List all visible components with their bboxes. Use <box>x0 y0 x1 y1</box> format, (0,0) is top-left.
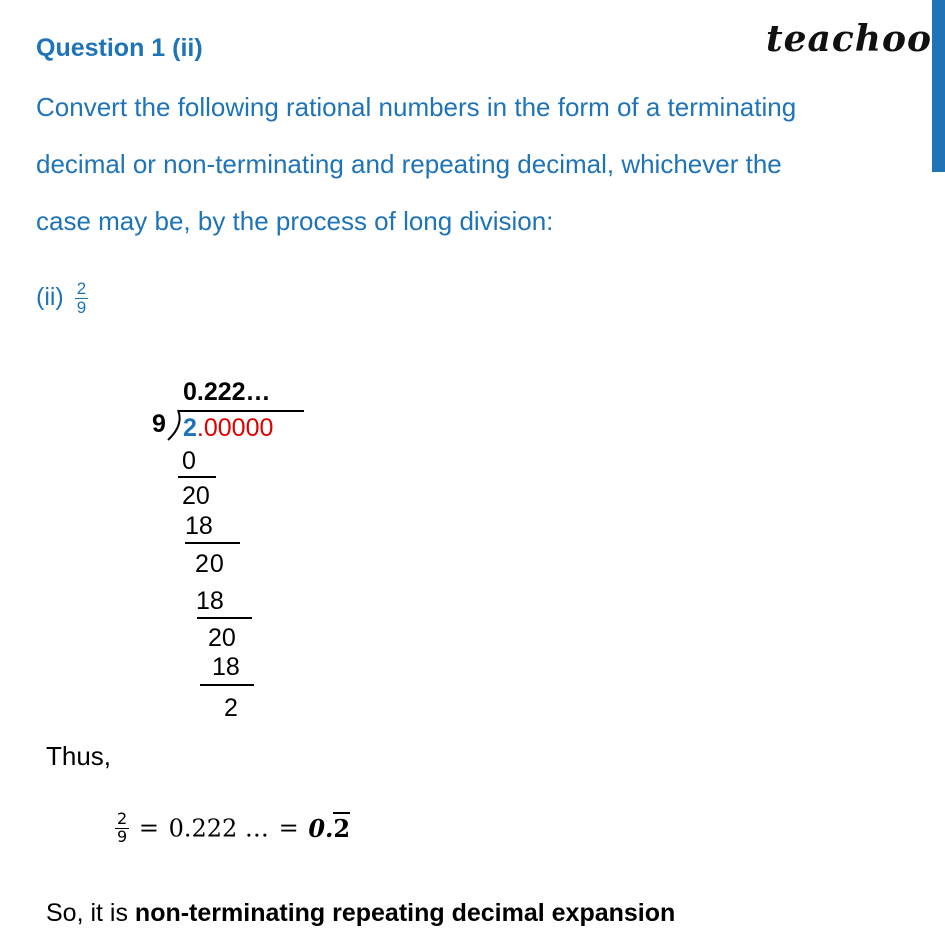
question-line-2: decimal or non-terminating and repeating decimal, whichever the <box>36 149 782 179</box>
conclusion-bold: non-terminating repeating decimal expansion <box>134 899 676 927</box>
question-title: Question 1 (ii) <box>36 34 203 62</box>
thus-label: Thus, <box>46 741 112 771</box>
equals-sign-2: = <box>278 814 299 843</box>
step-line-3 <box>197 617 252 619</box>
fraction-denominator: 9 <box>76 297 87 317</box>
divisor: 9 <box>152 410 166 438</box>
part-label: (ii) <box>36 282 64 311</box>
step-2: 18 <box>185 512 213 540</box>
equation-numerator: 2 <box>117 809 128 828</box>
question-line-1: Convert the following rational numbers in the form of a terminating <box>36 92 797 122</box>
question-part <box>36 280 88 317</box>
step-7: 2 <box>224 694 238 722</box>
equals-sign-1: = <box>138 814 159 843</box>
quotient: 0.222… <box>183 378 271 406</box>
equation-fraction <box>115 811 129 846</box>
step-line-2 <box>185 542 240 544</box>
step-3: 20 <box>195 550 225 578</box>
result-repeating-digit: 2 <box>333 813 351 843</box>
accent-bar <box>932 0 945 172</box>
step-1: 20 <box>182 482 210 510</box>
teachoo-logo: teachoo <box>766 18 932 60</box>
equation-value: 0.222 … <box>168 814 269 843</box>
dividend-integer: 2 <box>183 414 197 442</box>
result-integer: 0. <box>308 813 334 843</box>
question-line-3: case may be, by the process of long division: <box>36 206 554 236</box>
conclusion-sentence <box>46 899 675 928</box>
step-4: 18 <box>196 587 224 615</box>
vinculum-line <box>178 410 304 412</box>
fraction-numerator: 2 <box>76 279 87 298</box>
equation-result <box>308 812 350 843</box>
step-0: 0 <box>182 447 196 475</box>
dividend-decimal: .00000 <box>196 414 274 442</box>
equation-denominator: 9 <box>117 826 128 846</box>
question-fraction <box>75 280 88 317</box>
step-5: 20 <box>208 624 236 652</box>
equation <box>115 811 350 846</box>
division-bracket <box>166 409 182 441</box>
step-line-4 <box>200 684 254 686</box>
dividend <box>183 414 273 443</box>
step-line-1 <box>178 476 216 478</box>
conclusion-prefix: So, it is <box>46 899 135 927</box>
step-6: 18 <box>212 653 240 681</box>
